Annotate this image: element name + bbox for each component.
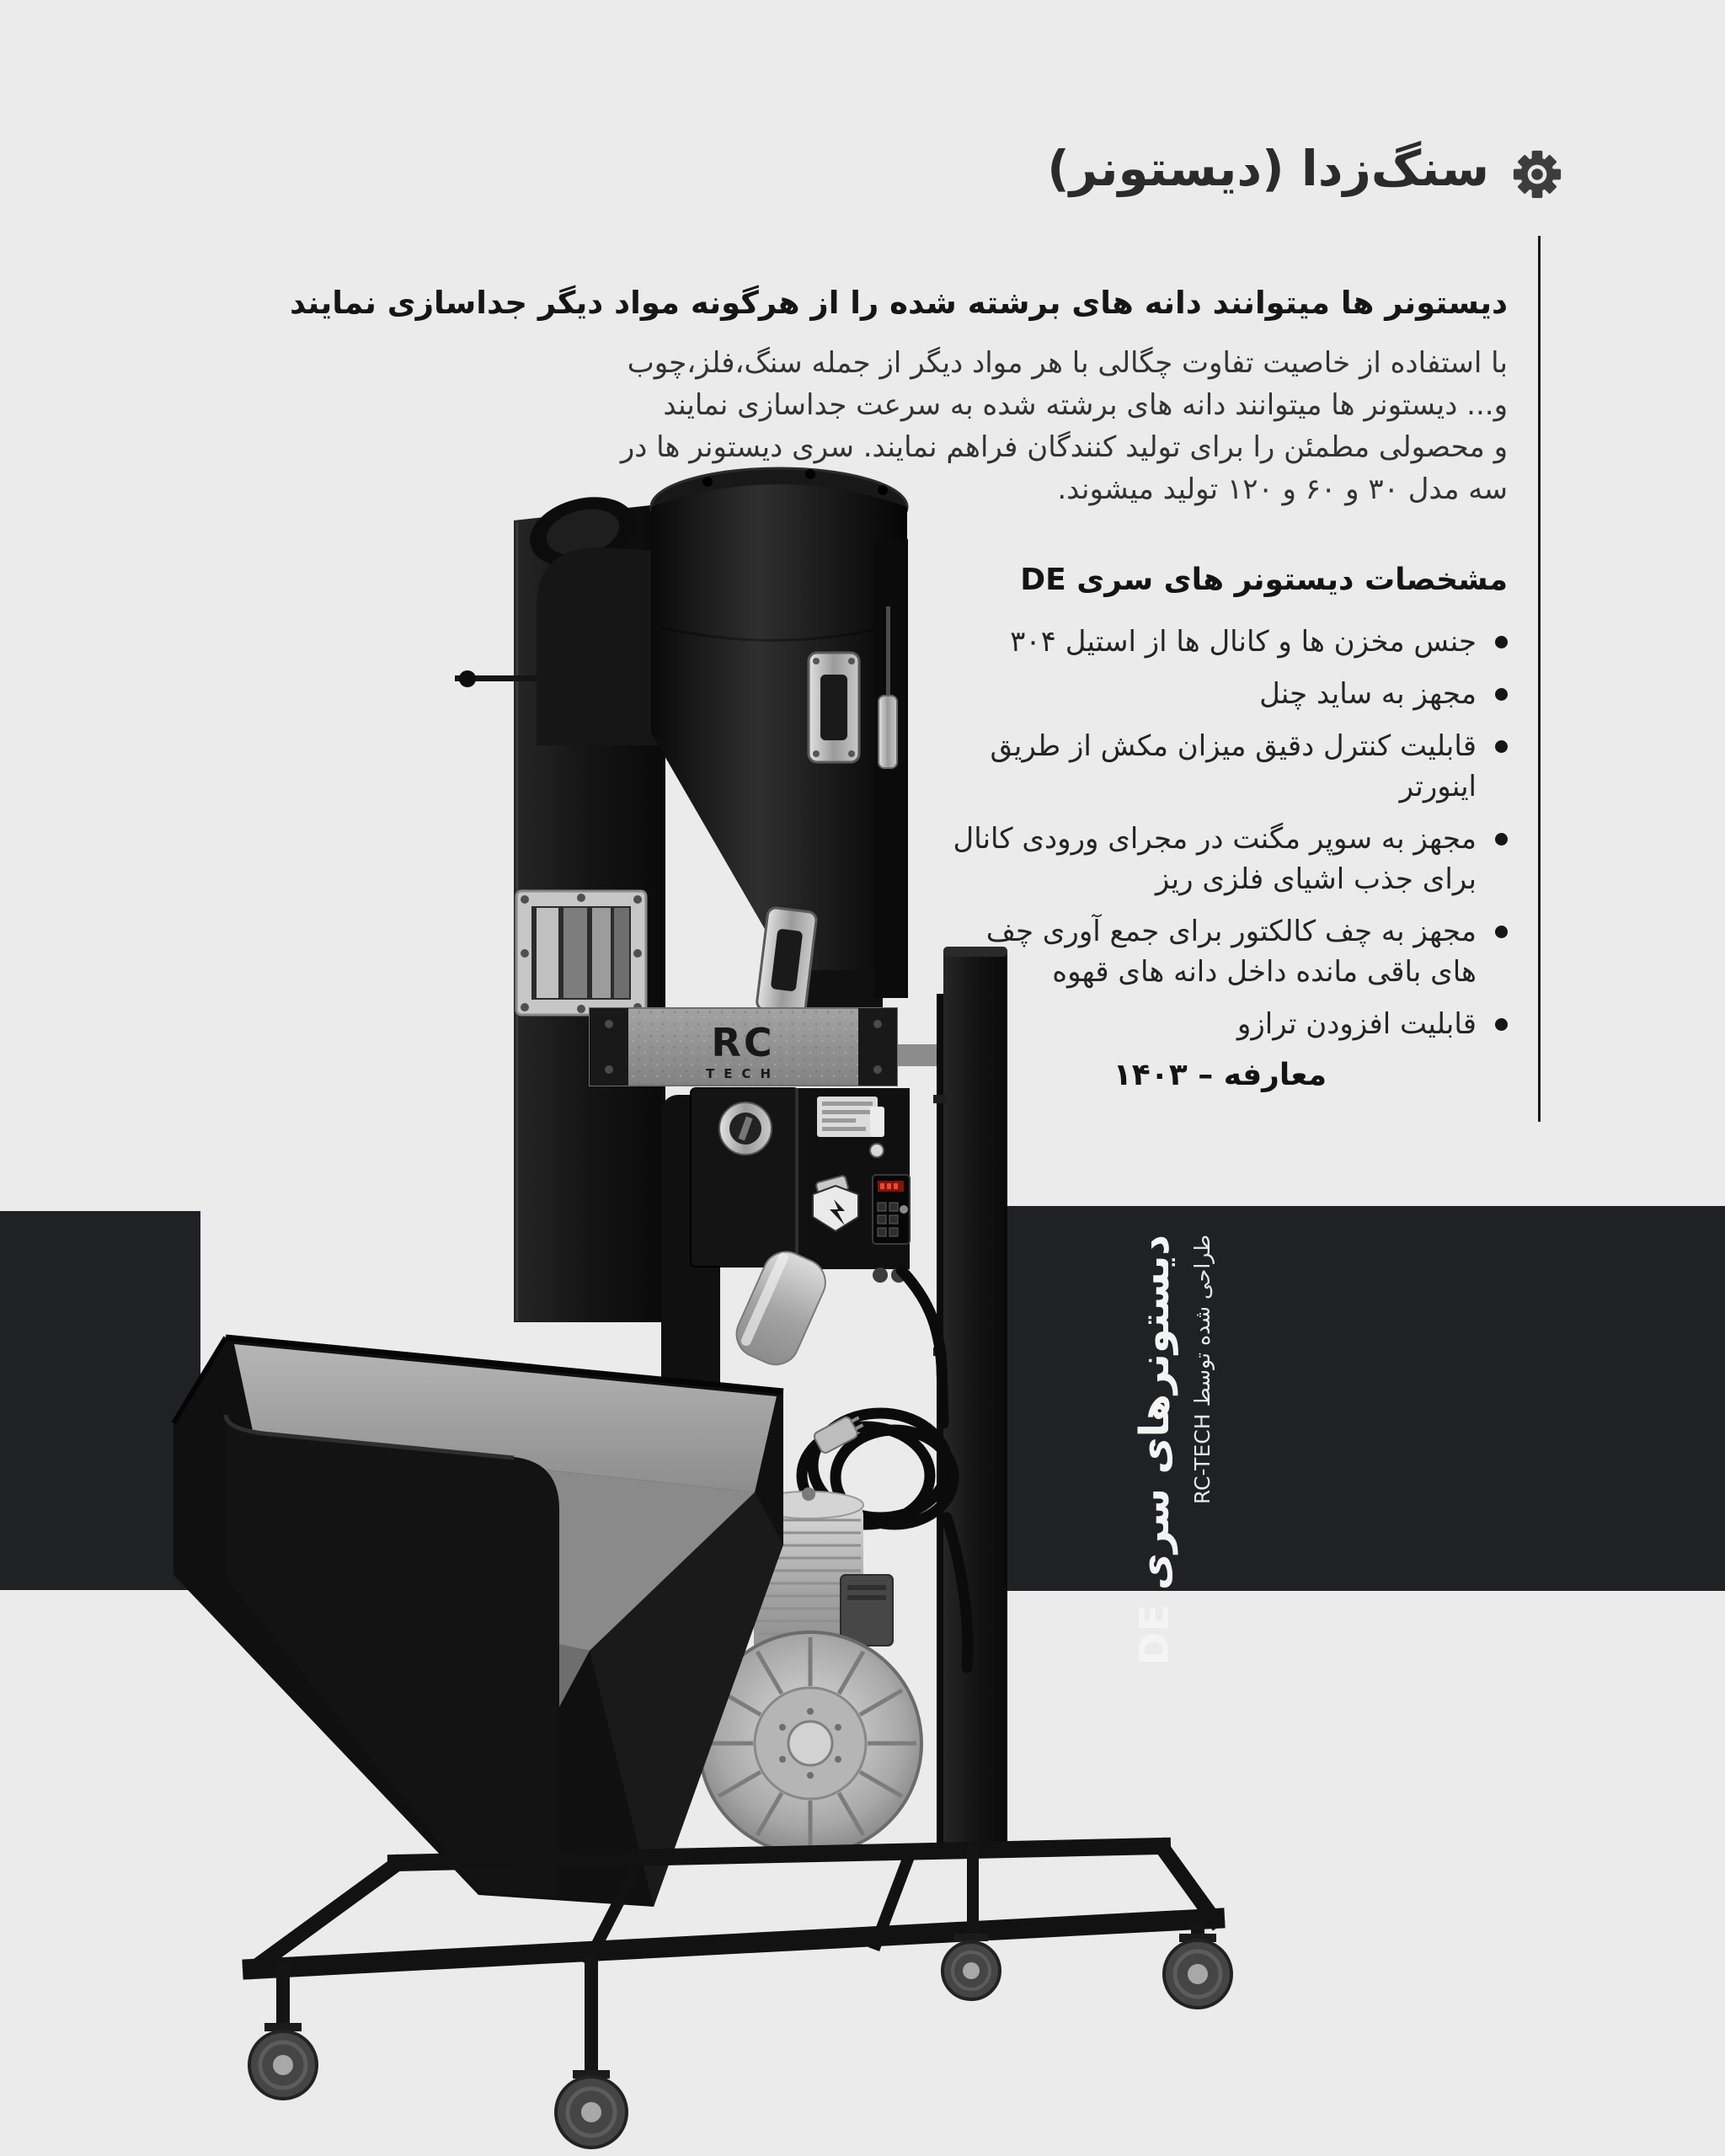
caster-wheel xyxy=(1164,1934,1231,2008)
feed-hopper xyxy=(174,1337,783,1907)
inspection-window xyxy=(516,891,646,1015)
intro-paragraph xyxy=(621,342,1508,510)
bullet-dot-icon xyxy=(1495,833,1508,846)
brand-text-top: RC xyxy=(711,1020,775,1065)
inverter-panel xyxy=(873,1175,910,1244)
bullet-dot-icon xyxy=(1495,688,1508,701)
intro-line: سه مدل ۳۰ و ۶۰ و ۱۲۰ تولید میشوند. xyxy=(1057,472,1508,506)
bullet-dot-icon xyxy=(1495,740,1508,753)
spec-item-text: مجهز به ساید چنل xyxy=(1259,677,1477,711)
ce-label xyxy=(817,1097,878,1137)
specs-list xyxy=(884,622,1508,1056)
caster-wheel xyxy=(249,2023,317,2099)
control-box xyxy=(691,1088,910,1283)
spec-item xyxy=(884,911,1508,992)
spec-item-text: قابلیت کنترل دقیق میزان مکش از طریق اینورتر xyxy=(990,729,1477,803)
caster-wheel xyxy=(943,1934,1000,1999)
bullet-dot-icon xyxy=(1495,926,1508,938)
base-frame xyxy=(253,1846,1215,2075)
spec-item xyxy=(884,622,1508,662)
caster-wheel xyxy=(556,2070,627,2148)
intro-line: و محصولی مطمئن را برای تولید کنندگان فراهم نمایند. سری دیستونر ها در xyxy=(620,430,1508,464)
main-switch xyxy=(870,1107,884,1137)
spec-item xyxy=(884,1004,1508,1044)
spec-item-text: مجهز به سوپر مگنت در مجرای ورودی کانال برای جذب اشیای فلزی ریز xyxy=(953,822,1477,896)
bullet-dot-icon xyxy=(1495,1018,1508,1031)
footnote: معارفه – ۱۴۰۳ xyxy=(1113,1058,1327,1092)
spec-item xyxy=(884,674,1508,714)
brand-text-bottom: TECH xyxy=(705,1066,781,1081)
spec-item-text: قابلیت افزودن ترازو xyxy=(1236,1007,1477,1041)
specs-heading: مشخصات دیستونر های سری DE xyxy=(1020,563,1508,597)
side-banner-title: دیستونرهای سری DE xyxy=(1131,1235,1178,1666)
spec-item-text: جنس مخزن ها و کانال ها از استیل ۳۰۴ xyxy=(1010,625,1477,659)
intro-line: و... دیستونر ها میتوانند دانه های برشته شده به سرعت جداسازی نمایند xyxy=(663,388,1508,422)
latch-upper xyxy=(809,653,859,762)
intro-line: با استفاده از خاصیت تفاوت چگالی با هر مواد دیگر از جمله سنگ،فلز،چوب xyxy=(627,346,1508,380)
vertical-divider xyxy=(1538,236,1541,1122)
spec-item xyxy=(884,726,1508,807)
spec-item-text: مجهز به چف کالکتور برای جمع آوری چف های باقی مانده داخل دانه های قهوه xyxy=(985,915,1477,989)
page-title: سنگ‌زدا (دیستونر) xyxy=(1047,140,1489,197)
gear-icon xyxy=(1513,148,1562,200)
bullet-dot-icon xyxy=(1495,636,1508,648)
intro-heading: دیستونر ها میتوانند دانه های برشته شده را از هرگونه مواد دیگر جداسازی نمایند xyxy=(289,285,1508,321)
spec-item xyxy=(884,819,1508,899)
side-banner-subtitle: طراحی شده توسط RC-TECH xyxy=(1190,1235,1215,1505)
